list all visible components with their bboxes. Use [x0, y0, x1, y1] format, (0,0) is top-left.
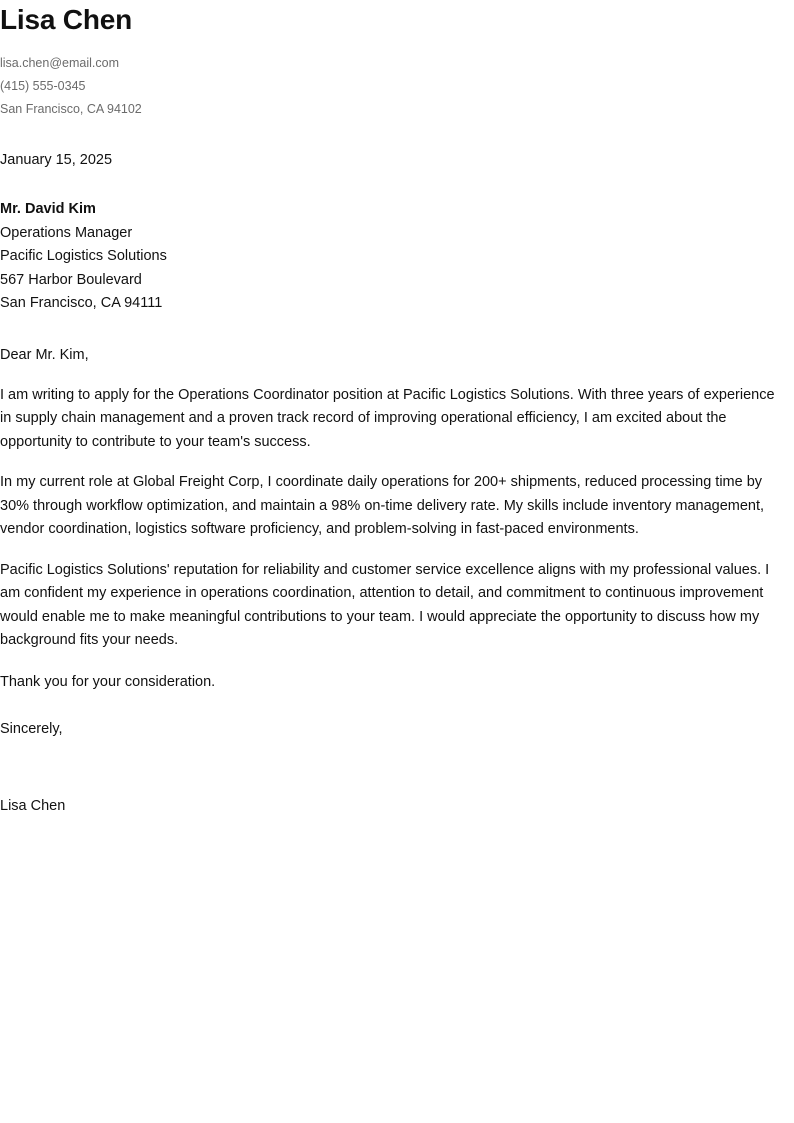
letter-body: [0, 384, 783, 653]
sender-contact-block: [0, 52, 783, 121]
sender-location: San Francisco, CA 94102: [0, 102, 142, 117]
recipient-company: Pacific Logistics Solutions: [0, 248, 167, 265]
recipient-name: Mr. David Kim: [0, 201, 96, 218]
sender-header: [0, 0, 783, 121]
salutation: Dear Mr. Kim,: [0, 346, 89, 363]
body-paragraph-2: In my current role at Global Freight Corp, I coordinate daily operations for 200+ shipments, reduced processing time by 30% through workflow optimization, and maintain a 98% on-time delivery rate. My skills include inventory management, vendor coordination, logistics software proficiency, and problem-solving in fast-paced environments.: [0, 474, 765, 538]
recipient-street: 567 Harbor Boulevard: [0, 271, 142, 288]
letter-closing: [0, 671, 783, 818]
letter-date: January 15, 2025: [0, 152, 113, 169]
sender-phone: (415) 555-0345: [0, 79, 86, 94]
sender-email: lisa.chen@email.com: [0, 56, 119, 71]
body-paragraph-1: I am writing to apply for the Operations Coordinator position at Pacific Logistics Solutions. With three years of experience in supply chain management and a proven track record of improving operational efficiency, I am excited about the opportunity to contribute to your team's success.: [0, 386, 775, 450]
signature-space: [0, 741, 783, 795]
recipient-city-state-zip: San Francisco, CA 94111: [0, 295, 163, 312]
signature-name: Lisa Chen: [0, 797, 66, 814]
recipient-block: [0, 198, 783, 316]
body-paragraph-3: Pacific Logistics Solutions' reputation for reliability and customer service excellence aligns with my professional values. I am confident my experience in operations coordination, attention to detail, and commitment to continuous improvement would enable me to make meaningful contributions to your team. I would appreciate the opportunity to discuss how my background fits your needs.: [0, 561, 770, 649]
recipient-title: Operations Manager: [0, 224, 133, 241]
closing-valediction: Sincerely,: [0, 720, 63, 737]
closing-thanks: Thank you for your consideration.: [0, 673, 216, 690]
sender-name: Lisa Chen: [0, 4, 133, 35]
